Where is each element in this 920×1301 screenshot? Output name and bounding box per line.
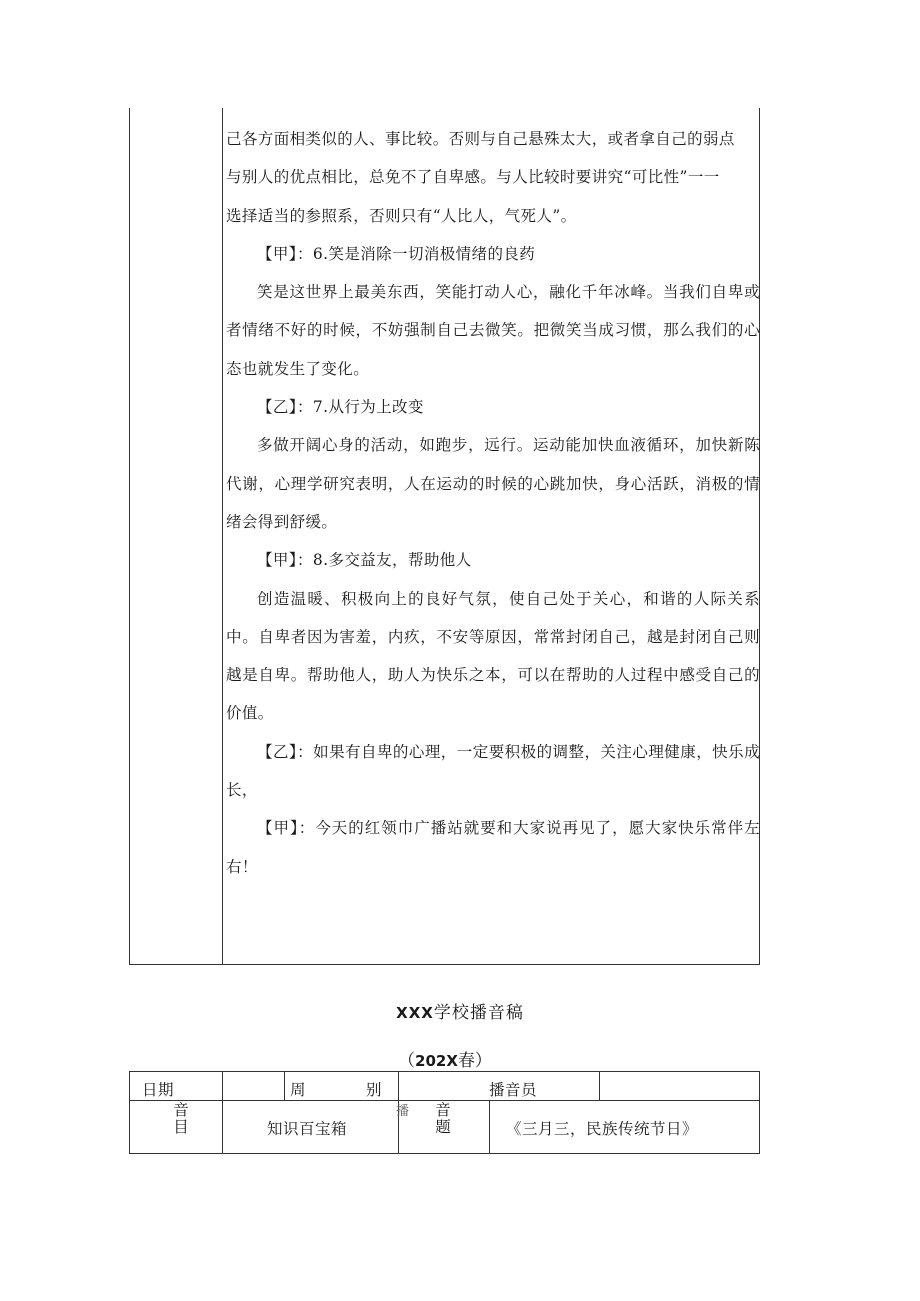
section-8-heading: 【甲】：8.多交益友，帮助他人 [257,551,472,570]
document-title [0,998,920,1023]
school-title-text: 学校播音稿 [433,1003,524,1023]
section-8-body: 创造温暖、积极向上的良好气氛，使自己处于关心，和谐的人际关系中。自卑者因为害羞，内疚，不安等原因，常常封闭自己，越是封闭自己则越是自卑。帮助他人，助人为快乐之本，可以在帮助的人过程中感受自己的价值。 [226,589,760,723]
season-label: （202X春） [398,1051,492,1071]
content-table [129,108,760,965]
season-year: 202X [415,1052,458,1070]
week-label: 别 [366,1081,383,1099]
intro-line: 己各方面相类似的人、事比较。否则与自己悬殊太大，或者拿自己的弱点 [226,130,735,148]
cell-divider [599,1072,600,1100]
closing-jia: 【甲】：今天的红领巾广播站就要和大家说再见了，愿大家快乐常伴左右！ [226,819,760,876]
section-7-body: 多做开阔心身的活动，如跑步，远行。运动能加快血液循环，加快新陈代谢，心理学研究表明，人在运动的时候的心跳加快，身心活跃，消极的情绪会得到舒缓。 [226,436,760,531]
theme-value: 《三月三，民族传统节日》 [506,1120,699,1138]
theme-label: 音 题 [435,1101,451,1136]
theme-label-cut: 播 [396,1104,410,1119]
section-7-heading: 【乙】：7.从行为上改变 [257,398,424,417]
section-6-body: 笑是这世界上最美东西，笑能打动人心，融化千年冰峰。当我们自卑或者情绪不好的时候，不妨强制自己去微笑。把微笑当成习惯，那么我们的心态也就发生了变化。 [226,283,760,378]
intro-line: 与别人的优点相比，总免不了自卑感。与人比较时要讲究“可比性”一一 [226,168,720,187]
date-label: 日期 [142,1081,175,1099]
broadcast-script-body [223,108,760,964]
info-table [129,1071,760,1154]
cell-divider [222,1100,223,1154]
section-6-heading: 【甲】：6.笑是消除一切消极情绪的良药 [257,244,536,263]
cell-divider [489,1100,490,1154]
week-label: 周 [290,1081,307,1099]
intro-line: 选择适当的参照系，否则只有“人比人，气死人”。 [226,206,577,225]
school-name-prefix: XXX [396,1004,434,1022]
closing-yi: 【乙】：如果有自卑的心理，一定要积极的调整，关注心理健康，快乐成长， [226,742,760,800]
cell-divider [284,1072,285,1100]
column-label: 音 目 [173,1101,189,1136]
announcer-label: 播音员 [489,1081,538,1099]
column-value: 知识百宝箱 [267,1120,348,1138]
cell-divider [222,1072,223,1100]
